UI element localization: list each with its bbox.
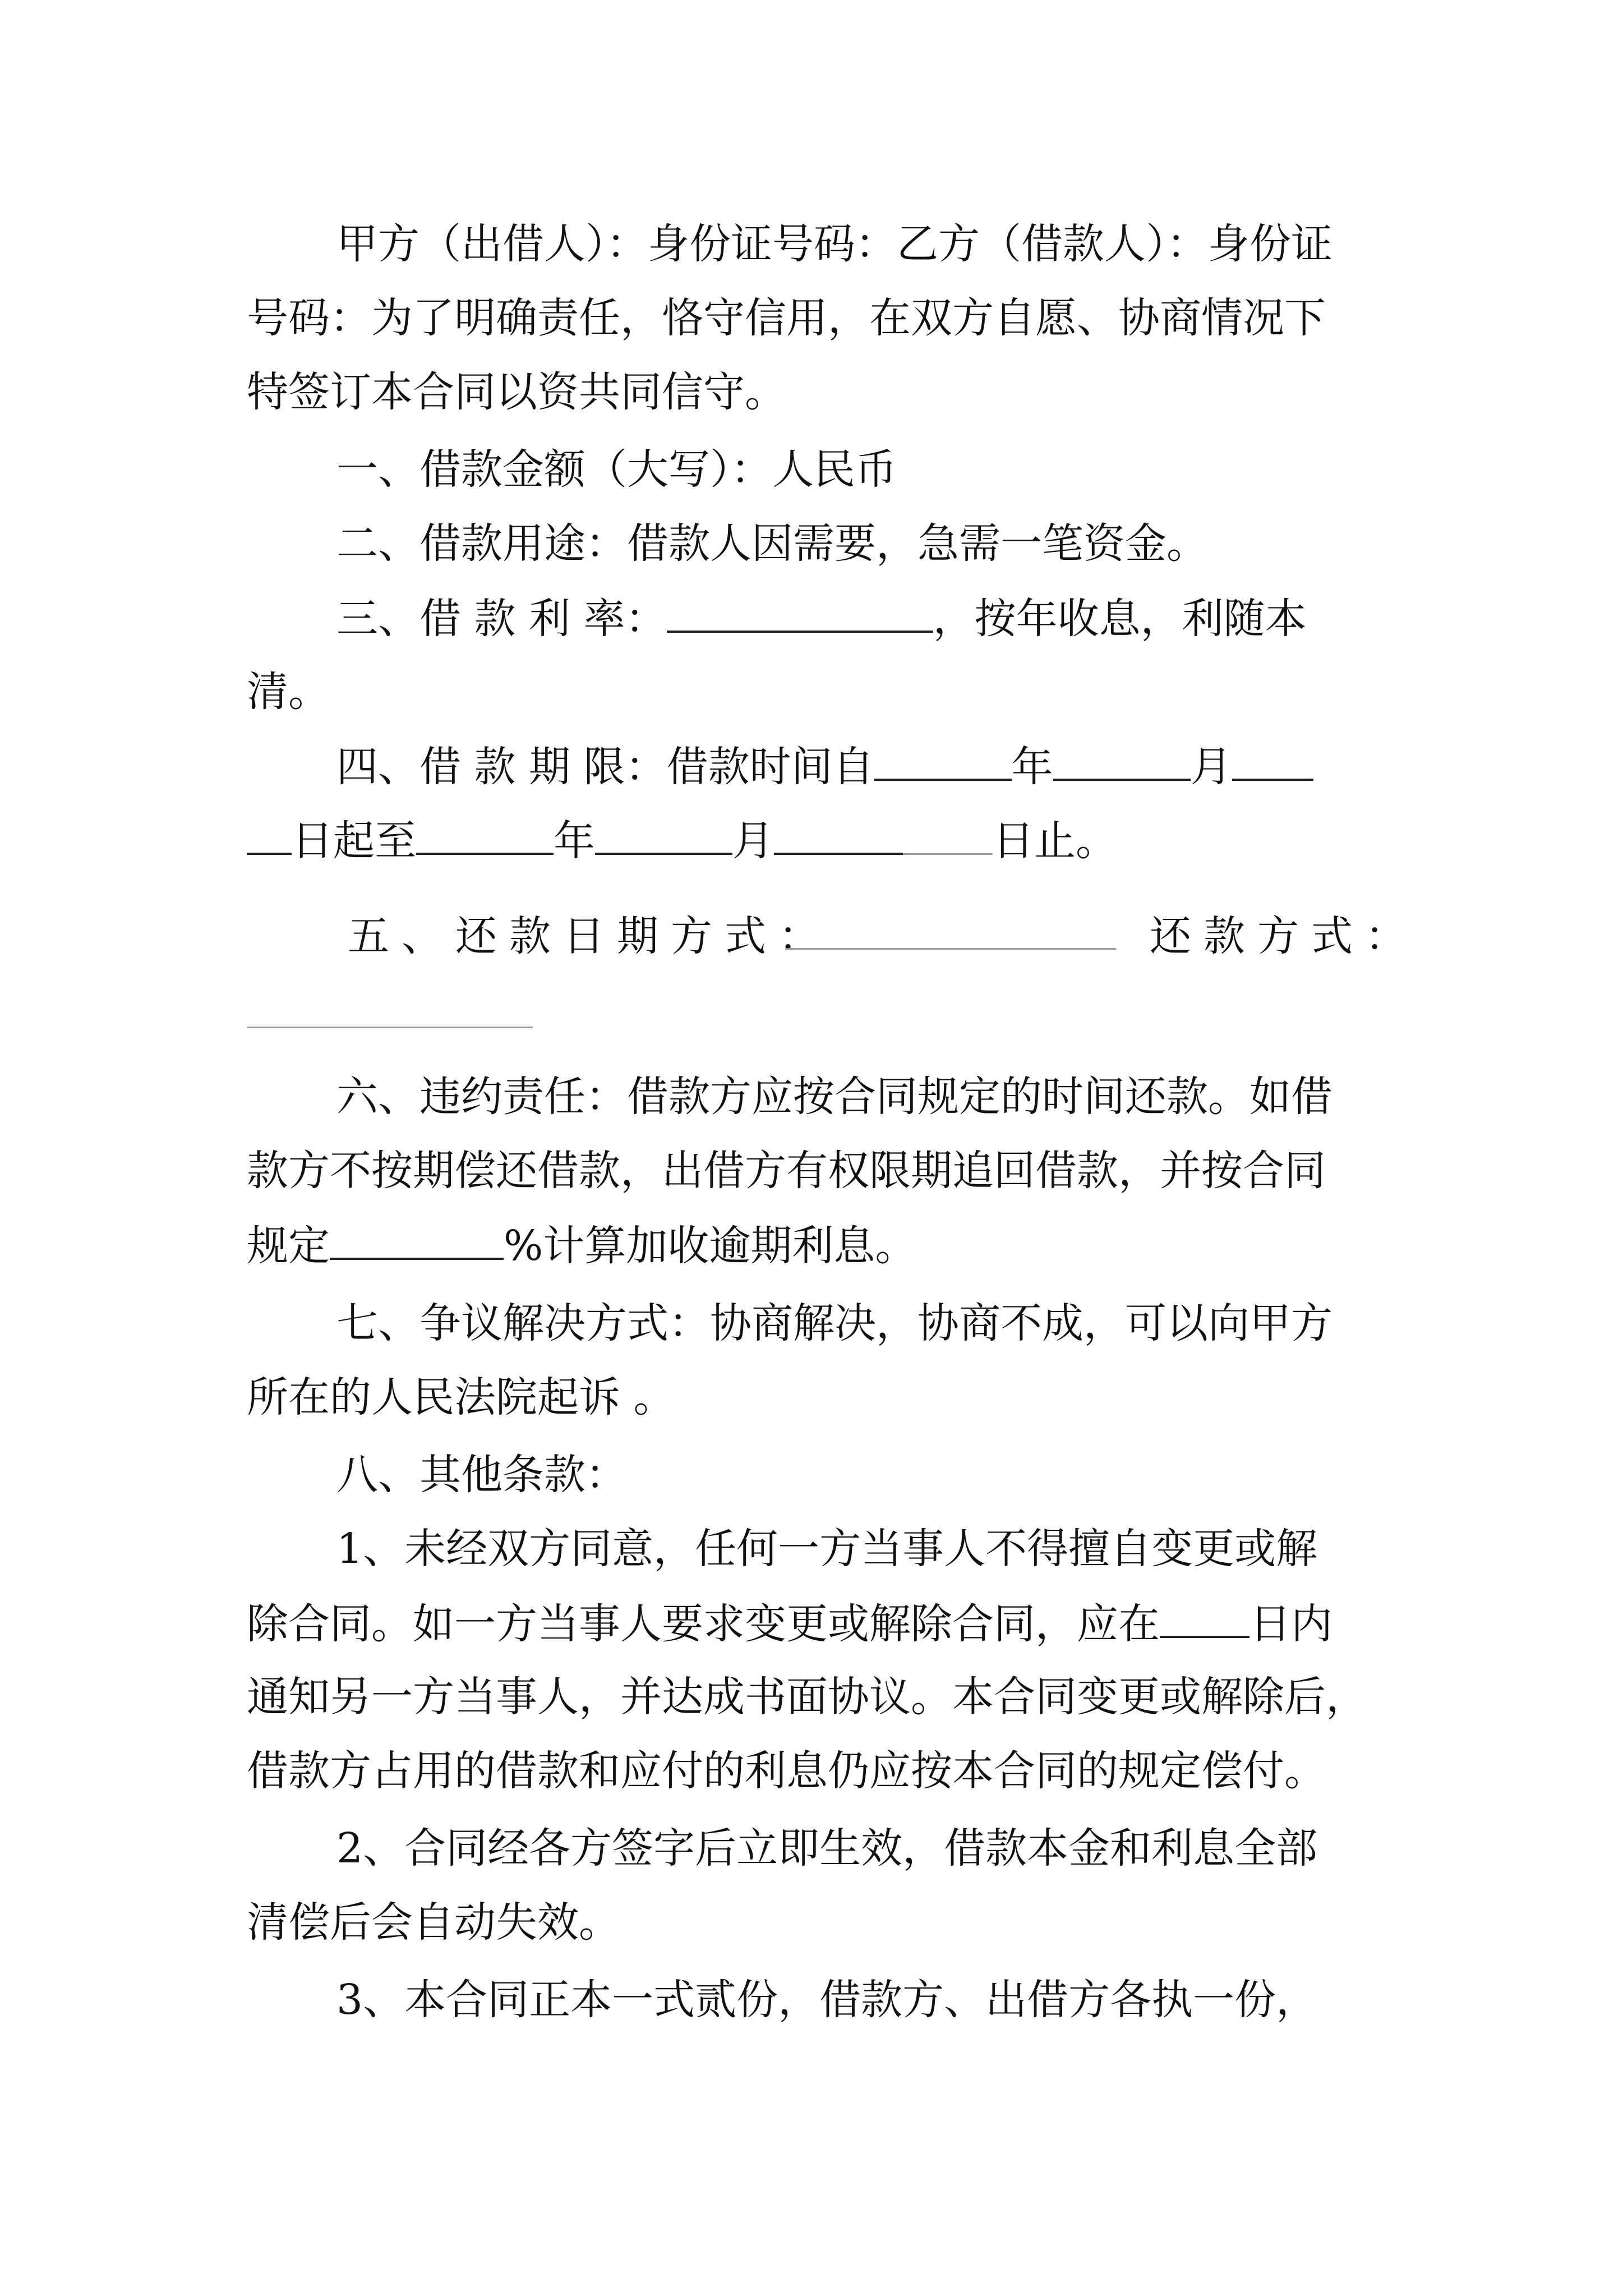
clause-6-line-1: 六、违约责任：借款方应按合同规定的时间还款。如借 — [336, 1073, 1332, 1121]
end-year-blank — [416, 819, 554, 855]
item-1-prefix: 除合同。如一方当事人要求变更或解除合同，应在 — [247, 1600, 1160, 1648]
start-year-label: 年 — [1011, 743, 1053, 791]
item-1-suffix: 日内 — [1249, 1600, 1332, 1648]
clause-3-suffix: ，按年收息，利随本 — [933, 595, 1307, 643]
clause-3-interest-rate — [336, 595, 1307, 643]
clause-4-line-2 — [247, 817, 1117, 865]
clause-6-prefix: 规定 — [247, 1222, 330, 1270]
end-text: 日止。 — [993, 817, 1117, 865]
clause-6-suffix: %计算加收逾期利息。 — [504, 1222, 917, 1270]
end-year-label: 年 — [554, 817, 595, 865]
clause-7-line-1: 七、争议解决方式：协商解决，协商不成，可以向甲方 — [336, 1299, 1332, 1347]
clause-8-item-1-line-1: 1、未经双方同意，任何一方当事人不得擅自变更或解 — [336, 1525, 1318, 1573]
intro-line-2: 号码：为了明确责任，恪守信用，在双方自愿、协商情况下 — [247, 294, 1326, 342]
clause-5-repayment-method-label: 还款方式： — [1150, 912, 1419, 960]
clause-8-item-1-line-2 — [247, 1600, 1332, 1648]
start-to-text: 日起至 — [292, 817, 416, 865]
end-day-blank — [774, 819, 903, 855]
clause-8-item-1-line-4: 借款方占用的借款和应付的利息仍应按本合同的规定偿付。 — [247, 1747, 1326, 1795]
clause-4-label: 四、借 款 期 限： — [336, 743, 667, 791]
clause-8-item-2-line-2: 清偿后会自动失效。 — [247, 1898, 620, 1947]
start-day-blank-cont — [247, 819, 292, 855]
clause-4-loan-term — [336, 743, 1313, 791]
repayment-date-blank — [785, 948, 1116, 950]
repayment-method-blank — [247, 1027, 533, 1028]
end-month-label: 月 — [732, 817, 774, 865]
clause-5-repayment-date-label: 五、还款日期方式： — [348, 912, 832, 960]
end-month-blank — [595, 819, 732, 855]
start-year-blank — [874, 745, 1012, 781]
clause-8-item-1-line-3: 通知另一方当事人，并达成书面协议。本合同变更或解除后， — [247, 1673, 1367, 1721]
penalty-rate-blank — [330, 1224, 504, 1260]
clause-6-line-2: 款方不按期偿还借款，出借方有权限期追回借款，并按合同 — [247, 1147, 1326, 1195]
intro-line-1: 甲方（出借人）：身份证号码：乙方（借款人）：身份证 — [336, 220, 1332, 268]
notice-days-blank — [1160, 1602, 1249, 1638]
clause-1-loan-amount: 一、借款金额（大写）：人民币 — [336, 445, 897, 494]
clause-3-label: 三、借 款 利 率： — [336, 595, 667, 643]
clause-4-from-text: 借款时间自 — [666, 743, 874, 791]
clause-7-line-2: 所在的人民法院起诉 。 — [247, 1373, 675, 1421]
clause-8-item-3-line-1: 3、本合同正本一式贰份，借款方、出借方各执一份， — [336, 1976, 1318, 2024]
intro-line-3: 特签订本合同以资共同信守。 — [247, 368, 786, 416]
clause-6-line-3 — [247, 1222, 917, 1270]
end-day-blank-gray — [903, 820, 993, 855]
clause-3-line-2: 清。 — [247, 668, 330, 716]
start-month-label: 月 — [1190, 743, 1232, 791]
start-day-blank — [1232, 745, 1313, 781]
clause-2-loan-purpose: 二、借款用途：借款人因需要，急需一笔资金。 — [336, 519, 1208, 568]
clause-8-item-2-line-1: 2、合同经各方签字后立即生效，借款本金和利息全部 — [336, 1824, 1318, 1872]
start-month-blank — [1053, 745, 1191, 781]
clause-8-heading: 八、其他条款： — [336, 1451, 627, 1499]
interest-rate-blank — [667, 597, 933, 633]
